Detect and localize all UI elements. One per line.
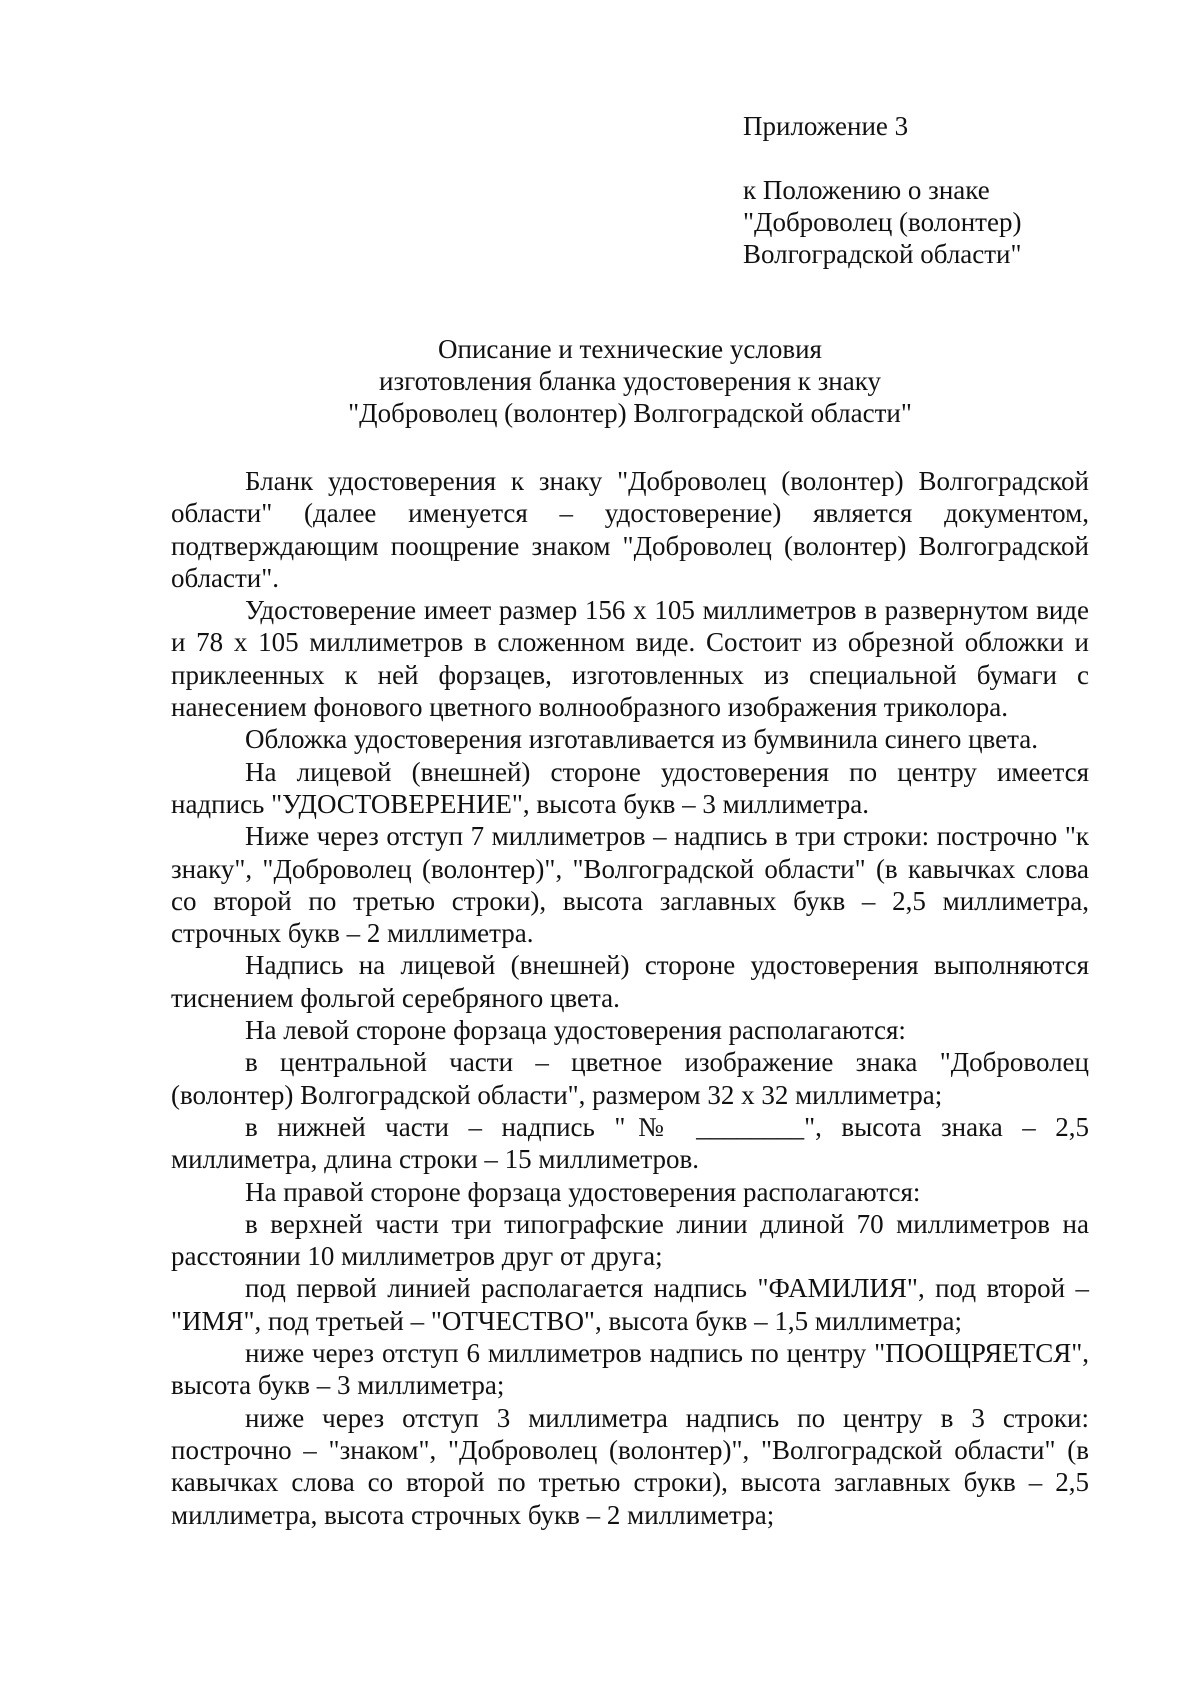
document-heading (170, 333, 1090, 429)
heading-line-3: "Доброволец (волонтер) Волгоградской области" (348, 398, 912, 428)
paragraph-14: ниже через отступ 3 миллиметра надпись по центру в 3 строки: построчно – "знаком", "Доброволец (волонтер)", "Волгоградской области" (в кавычках слова со второй по третью строки), высота заглавных букв – 2,5 миллиметра, высота строчных букв – 2 миллиметра; (171, 1402, 1089, 1530)
appendix-line-3: Волгоградской области" (743, 239, 1022, 269)
appendix-block (743, 110, 1103, 270)
paragraph-4: На лицевой (внешней) стороне удостоверения по центру имеется надпись "УДОСТОВЕРЕНИЕ", высота букв – 3 миллиметра. (171, 756, 1089, 819)
paragraph-1: Бланк удостоверения к знаку "Доброволец (волонтер) Волгоградской области" (далее именуется – удостоверение) является документом, подтверждающим поощрение знаком "Доброволец (волонтер) Волгоградской области". (171, 466, 1089, 593)
heading-line-1: Описание и технические условия (438, 334, 822, 364)
paragraph-5: Ниже через отступ 7 миллиметров – надпись в три строки: построчно "к знаку", "Доброволец (волонтер)", "Волгоградской области" (в кавычках слова со второй по третью строки), высота заглавных букв – 2,5 миллиметра, строчных букв – 2 миллиметра. (171, 821, 1089, 949)
appendix-title: Приложение 3 (743, 111, 909, 141)
paragraph-8: в центральной части – цветное изображение знака "Доброволец (волонтер) Волгоградской области", размером 32 х 32 миллиметра; (171, 1047, 1089, 1110)
paragraph-12: под первой линией располагается надпись "ФАМИЛИЯ", под второй – "ИМЯ", под третьей – "ОТЧЕСТВО", высота букв – 1,5 миллиметра; (171, 1273, 1089, 1336)
paragraph-10: На правой стороне форзаца удостоверения располагаются: (245, 1176, 921, 1207)
paragraph-11: в верхней части три типографские линии длиной 70 миллиметров на расстоянии 10 миллиметров друг от друга; (171, 1208, 1089, 1272)
paragraph-9: в нижней части – надпись "№ ________", высота знака – 2,5 миллиметра, длина строки – 15 миллиметров. (171, 1111, 1089, 1175)
appendix-line-1: к Положению о знаке (743, 175, 990, 205)
paragraph-6: Надпись на лицевой (внешней) стороне удостоверения выполняются тиснением фольгой серебряного цвета. (171, 950, 1089, 1013)
paragraph-2: Удостоверение имеет размер 156 х 105 миллиметров в развернутом виде и 78 х 105 миллиметров в сложенном виде. Состоит из обрезной обложки и приклеенных к ней форзацев, изготовленных из специальной бумаги с нанесением фонового цветного волнообразного изображения триколора. (171, 595, 1089, 723)
paragraph-3: Обложка удостоверения изготавливается из бумвинила синего цвета. (245, 724, 1038, 755)
heading-line-2: изготовления бланка удостоверения к знаку (379, 366, 881, 396)
paragraph-13: ниже через отступ 6 миллиметров надпись по центру "ПООЩРЯЕТСЯ", высота букв – 3 миллиметра; (171, 1338, 1089, 1401)
document-body (171, 465, 1089, 1531)
appendix-line-2: "Доброволец (волонтер) (743, 207, 1022, 237)
paragraph-7: На левой стороне форзаца удостоверения располагаются: (245, 1015, 906, 1046)
